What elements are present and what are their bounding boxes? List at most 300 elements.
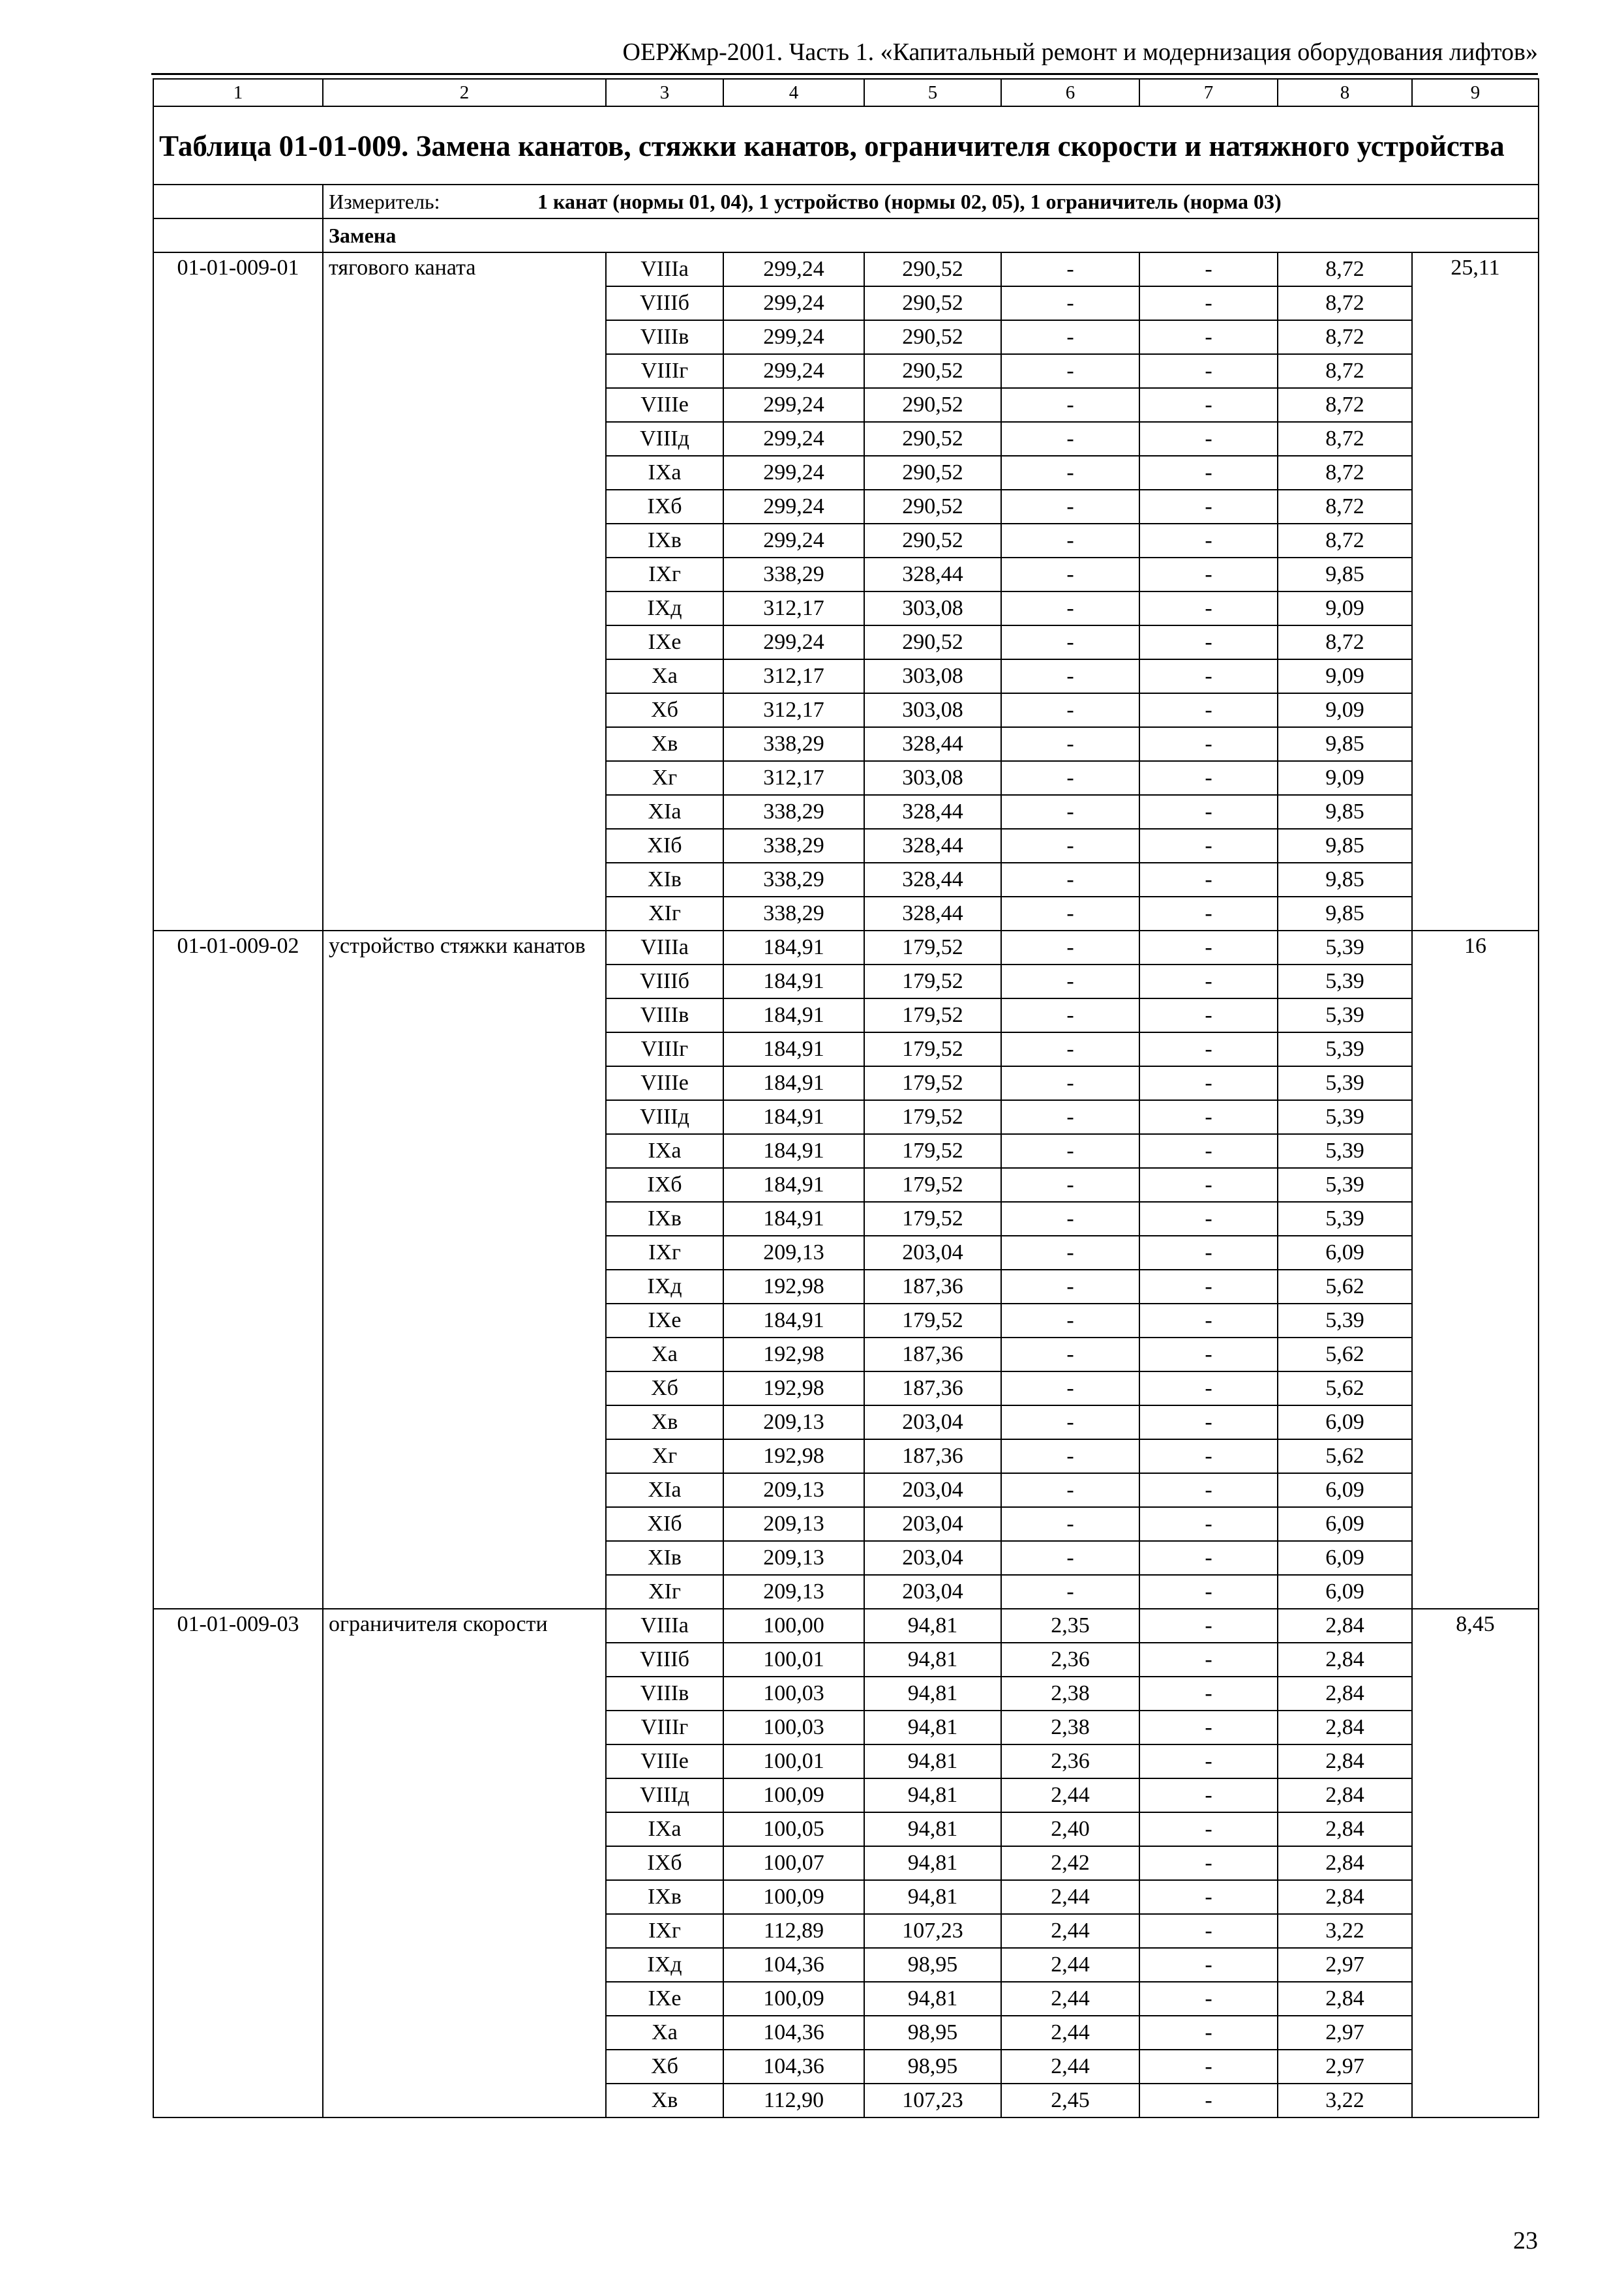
machinist-wages-cell: -	[1139, 693, 1278, 727]
machinist-wages-cell: -	[1139, 456, 1278, 490]
total-cost-cell: 100,05	[723, 1812, 864, 1846]
materials-cell: 8,72	[1278, 354, 1412, 388]
materials-cell: 2,84	[1278, 1982, 1412, 2016]
materials-cell: 5,39	[1278, 1304, 1412, 1338]
materials-cell: 2,84	[1278, 1643, 1412, 1677]
class-cell: IXа	[606, 1812, 723, 1846]
materials-cell: 5,39	[1278, 1032, 1412, 1066]
class-cell: VIIIб	[606, 286, 723, 320]
table-row	[153, 1609, 1539, 1643]
wages-cell: 303,08	[864, 659, 1001, 693]
wages-cell: 179,52	[864, 1100, 1001, 1134]
machinist-wages-cell: -	[1139, 388, 1278, 422]
materials-cell: 6,09	[1278, 1507, 1412, 1541]
class-cell: XIб	[606, 829, 723, 863]
total-cost-cell: 184,91	[723, 1100, 864, 1134]
machinist-wages-cell: -	[1139, 1304, 1278, 1338]
section-spacer	[153, 218, 323, 252]
class-cell: VIIIг	[606, 1032, 723, 1066]
class-cell: VIIIа	[606, 1609, 723, 1643]
class-cell: VIIIе	[606, 1744, 723, 1778]
meter-value: 1 канат (нормы 01, 04), 1 устройство (нормы 02, 05), 1 ограничитель (норма 03)	[537, 190, 1282, 213]
class-cell: IXг	[606, 1914, 723, 1948]
machines-cell: -	[1001, 1575, 1139, 1609]
machinist-wages-cell: -	[1139, 1982, 1278, 2016]
materials-cell: 8,72	[1278, 388, 1412, 422]
class-cell: IXв	[606, 524, 723, 558]
machinist-wages-cell: -	[1139, 252, 1278, 286]
total-cost-cell: 299,24	[723, 456, 864, 490]
materials-cell: 3,22	[1278, 2084, 1412, 2117]
machines-cell: -	[1001, 558, 1139, 591]
materials-cell: 5,39	[1278, 965, 1412, 998]
total-cost-cell: 100,03	[723, 1711, 864, 1744]
wages-cell: 94,81	[864, 1778, 1001, 1812]
norm-name: тягового каната	[323, 252, 606, 931]
machines-cell: 2,44	[1001, 2050, 1139, 2084]
section-heading: Замена	[323, 218, 1539, 252]
materials-cell: 6,09	[1278, 1405, 1412, 1439]
total-cost-cell: 299,24	[723, 388, 864, 422]
machines-cell: 2,45	[1001, 2084, 1139, 2117]
class-cell: XIв	[606, 863, 723, 897]
class-cell: Xб	[606, 693, 723, 727]
class-cell: Xг	[606, 1439, 723, 1473]
wages-cell: 94,81	[864, 1812, 1001, 1846]
class-cell: Xг	[606, 761, 723, 795]
total-cost-cell: 209,13	[723, 1541, 864, 1575]
norm-name: устройство стяжки канатов	[323, 931, 606, 1609]
materials-cell: 8,72	[1278, 286, 1412, 320]
machines-cell: 2,40	[1001, 1812, 1139, 1846]
machinist-wages-cell: -	[1139, 591, 1278, 625]
column-number: 7	[1139, 79, 1278, 106]
wages-cell: 290,52	[864, 422, 1001, 456]
class-cell: XIб	[606, 1507, 723, 1541]
labor-cost-cell: 25,11	[1412, 252, 1539, 931]
machinist-wages-cell: -	[1139, 1948, 1278, 1982]
total-cost-cell: 312,17	[723, 659, 864, 693]
class-cell: IXд	[606, 591, 723, 625]
machines-cell: -	[1001, 1541, 1139, 1575]
machines-cell: -	[1001, 286, 1139, 320]
machinist-wages-cell: -	[1139, 1100, 1278, 1134]
machinist-wages-cell: -	[1139, 1575, 1278, 1609]
column-number: 1	[153, 79, 323, 106]
wages-cell: 94,81	[864, 1744, 1001, 1778]
machines-cell: -	[1001, 829, 1139, 863]
class-cell: IXб	[606, 1168, 723, 1202]
machinist-wages-cell: -	[1139, 727, 1278, 761]
class-cell: Xв	[606, 1405, 723, 1439]
wages-cell: 290,52	[864, 388, 1001, 422]
wages-cell: 187,36	[864, 1270, 1001, 1304]
machines-cell: -	[1001, 965, 1139, 998]
machines-cell: -	[1001, 931, 1139, 965]
wages-cell: 107,23	[864, 2084, 1001, 2117]
column-number: 3	[606, 79, 723, 106]
wages-cell: 203,04	[864, 1541, 1001, 1575]
total-cost-cell: 192,98	[723, 1371, 864, 1405]
total-cost-cell: 312,17	[723, 693, 864, 727]
class-cell: VIIIе	[606, 1066, 723, 1100]
machinist-wages-cell: -	[1139, 1134, 1278, 1168]
machines-cell: -	[1001, 625, 1139, 659]
total-cost-cell: 338,29	[723, 727, 864, 761]
machinist-wages-cell: -	[1139, 1541, 1278, 1575]
machinist-wages-cell: -	[1139, 761, 1278, 795]
header-rule	[151, 73, 1538, 75]
class-cell: Xа	[606, 659, 723, 693]
total-cost-cell: 299,24	[723, 286, 864, 320]
total-cost-cell: 299,24	[723, 422, 864, 456]
materials-cell: 9,09	[1278, 693, 1412, 727]
total-cost-cell: 104,36	[723, 2016, 864, 2050]
materials-cell: 9,85	[1278, 863, 1412, 897]
total-cost-cell: 192,98	[723, 1338, 864, 1371]
class-cell: IXе	[606, 625, 723, 659]
class-cell: XIа	[606, 795, 723, 829]
class-cell: VIIIв	[606, 1677, 723, 1711]
machinist-wages-cell: -	[1139, 659, 1278, 693]
class-cell: Xа	[606, 1338, 723, 1371]
total-cost-cell: 104,36	[723, 2050, 864, 2084]
machines-cell: -	[1001, 1032, 1139, 1066]
total-cost-cell: 209,13	[723, 1507, 864, 1541]
machinist-wages-cell: -	[1139, 2050, 1278, 2084]
machines-cell: 2,38	[1001, 1677, 1139, 1711]
machinist-wages-cell: -	[1139, 524, 1278, 558]
total-cost-cell: 299,24	[723, 524, 864, 558]
machines-cell: -	[1001, 1134, 1139, 1168]
machines-cell: -	[1001, 1202, 1139, 1236]
machinist-wages-cell: -	[1139, 1168, 1278, 1202]
table-title: Таблица 01-01-009. Замена канатов, стяжки канатов, ограничителя скорости и натяжного устройства	[153, 106, 1539, 185]
wages-cell: 290,52	[864, 524, 1001, 558]
total-cost-cell: 338,29	[723, 795, 864, 829]
total-cost-cell: 100,01	[723, 1744, 864, 1778]
machines-cell: -	[1001, 863, 1139, 897]
column-number: 9	[1412, 79, 1539, 106]
total-cost-cell: 100,09	[723, 1778, 864, 1812]
machines-cell: 2,38	[1001, 1711, 1139, 1744]
materials-cell: 9,85	[1278, 558, 1412, 591]
materials-cell: 9,09	[1278, 659, 1412, 693]
class-cell: IXа	[606, 1134, 723, 1168]
norm-code: 01-01-009-01	[153, 252, 323, 931]
materials-cell: 8,72	[1278, 625, 1412, 659]
machinist-wages-cell: -	[1139, 286, 1278, 320]
materials-cell: 6,09	[1278, 1473, 1412, 1507]
materials-cell: 6,09	[1278, 1541, 1412, 1575]
materials-cell: 6,09	[1278, 1236, 1412, 1270]
machinist-wages-cell: -	[1139, 1846, 1278, 1880]
wages-cell: 290,52	[864, 456, 1001, 490]
machines-cell: -	[1001, 252, 1139, 286]
class-cell: IXб	[606, 1846, 723, 1880]
wages-cell: 179,52	[864, 1304, 1001, 1338]
total-cost-cell: 184,91	[723, 1032, 864, 1066]
materials-cell: 2,84	[1278, 1744, 1412, 1778]
machines-cell: -	[1001, 320, 1139, 354]
class-cell: VIIIе	[606, 388, 723, 422]
total-cost-cell: 338,29	[723, 558, 864, 591]
column-number: 2	[323, 79, 606, 106]
total-cost-cell: 209,13	[723, 1575, 864, 1609]
total-cost-cell: 100,01	[723, 1643, 864, 1677]
class-cell: XIв	[606, 1541, 723, 1575]
machines-cell: 2,44	[1001, 1914, 1139, 1948]
materials-cell: 5,39	[1278, 1100, 1412, 1134]
machines-cell: -	[1001, 693, 1139, 727]
machinist-wages-cell: -	[1139, 2084, 1278, 2117]
materials-cell: 2,97	[1278, 2016, 1412, 2050]
materials-cell: 2,84	[1278, 1609, 1412, 1643]
wages-cell: 187,36	[864, 1338, 1001, 1371]
table-row	[153, 252, 1539, 286]
wages-cell: 290,52	[864, 286, 1001, 320]
total-cost-cell: 312,17	[723, 761, 864, 795]
machines-cell: 2,35	[1001, 1609, 1139, 1643]
class-cell: Xб	[606, 1371, 723, 1405]
machinist-wages-cell: -	[1139, 1507, 1278, 1541]
machinist-wages-cell: -	[1139, 863, 1278, 897]
machinist-wages-cell: -	[1139, 1236, 1278, 1270]
class-cell: VIIIб	[606, 1643, 723, 1677]
meter-spacer	[153, 185, 323, 218]
class-cell: VIIIд	[606, 422, 723, 456]
machines-cell: 2,36	[1001, 1643, 1139, 1677]
total-cost-cell: 184,91	[723, 1202, 864, 1236]
total-cost-cell: 104,36	[723, 1948, 864, 1982]
class-cell: VIIIг	[606, 1711, 723, 1744]
page-number: 23	[1513, 2227, 1538, 2254]
wages-cell: 179,52	[864, 1202, 1001, 1236]
materials-cell: 3,22	[1278, 1914, 1412, 1948]
machines-cell: -	[1001, 354, 1139, 388]
wages-cell: 179,52	[864, 1168, 1001, 1202]
machinist-wages-cell: -	[1139, 1066, 1278, 1100]
machines-cell: 2,44	[1001, 1778, 1139, 1812]
machinist-wages-cell: -	[1139, 795, 1278, 829]
machinist-wages-cell: -	[1139, 1677, 1278, 1711]
total-cost-cell: 209,13	[723, 1473, 864, 1507]
total-cost-cell: 338,29	[723, 863, 864, 897]
column-number: 8	[1278, 79, 1412, 106]
class-cell: VIIIа	[606, 252, 723, 286]
machinist-wages-cell: -	[1139, 422, 1278, 456]
total-cost-cell: 299,24	[723, 320, 864, 354]
total-cost-cell: 100,00	[723, 1609, 864, 1643]
wages-cell: 94,81	[864, 1846, 1001, 1880]
class-cell: IXе	[606, 1982, 723, 2016]
class-cell: Xб	[606, 2050, 723, 2084]
wages-cell: 328,44	[864, 727, 1001, 761]
machines-cell: -	[1001, 897, 1139, 931]
machines-cell: -	[1001, 1439, 1139, 1473]
materials-cell: 5,62	[1278, 1270, 1412, 1304]
wages-cell: 203,04	[864, 1236, 1001, 1270]
wages-cell: 94,81	[864, 1677, 1001, 1711]
wages-cell: 290,52	[864, 320, 1001, 354]
wages-cell: 107,23	[864, 1914, 1001, 1948]
materials-cell: 2,84	[1278, 1711, 1412, 1744]
total-cost-cell: 299,24	[723, 625, 864, 659]
machines-cell: -	[1001, 1270, 1139, 1304]
machines-cell: 2,44	[1001, 1948, 1139, 1982]
class-cell: VIIIд	[606, 1100, 723, 1134]
column-number: 5	[864, 79, 1001, 106]
total-cost-cell: 100,09	[723, 1982, 864, 2016]
materials-cell: 8,72	[1278, 490, 1412, 524]
table-title-row	[153, 106, 1539, 185]
total-cost-cell: 100,09	[723, 1880, 864, 1914]
materials-cell: 2,84	[1278, 1880, 1412, 1914]
machines-cell: -	[1001, 1371, 1139, 1405]
wages-cell: 179,52	[864, 1032, 1001, 1066]
class-cell: IXе	[606, 1304, 723, 1338]
machines-cell: -	[1001, 490, 1139, 524]
class-cell: VIIIв	[606, 320, 723, 354]
class-cell: XIа	[606, 1473, 723, 1507]
wages-cell: 328,44	[864, 863, 1001, 897]
materials-cell: 9,85	[1278, 829, 1412, 863]
machinist-wages-cell: -	[1139, 1473, 1278, 1507]
meter-cell	[323, 185, 1539, 218]
wages-cell: 203,04	[864, 1405, 1001, 1439]
materials-cell: 2,97	[1278, 1948, 1412, 1982]
total-cost-cell: 184,91	[723, 931, 864, 965]
machines-cell: 2,36	[1001, 1744, 1139, 1778]
wages-cell: 203,04	[864, 1575, 1001, 1609]
total-cost-cell: 192,98	[723, 1270, 864, 1304]
section-row	[153, 218, 1539, 252]
machines-cell: -	[1001, 524, 1139, 558]
class-cell: IXг	[606, 558, 723, 591]
materials-cell: 8,72	[1278, 422, 1412, 456]
materials-cell: 8,72	[1278, 252, 1412, 286]
materials-cell: 5,39	[1278, 1168, 1412, 1202]
class-cell: IXд	[606, 1948, 723, 1982]
table-row	[153, 931, 1539, 965]
wages-cell: 328,44	[864, 897, 1001, 931]
total-cost-cell: 338,29	[723, 829, 864, 863]
machines-cell: -	[1001, 1405, 1139, 1439]
class-cell: Xа	[606, 2016, 723, 2050]
machines-cell: -	[1001, 591, 1139, 625]
machines-cell: 2,44	[1001, 2016, 1139, 2050]
total-cost-cell: 184,91	[723, 1168, 864, 1202]
machinist-wages-cell: -	[1139, 1202, 1278, 1236]
class-cell: IXг	[606, 1236, 723, 1270]
total-cost-cell: 100,07	[723, 1846, 864, 1880]
machines-cell: -	[1001, 1338, 1139, 1371]
materials-cell: 9,85	[1278, 897, 1412, 931]
total-cost-cell: 338,29	[723, 897, 864, 931]
norm-name: ограничителя скорости	[323, 1609, 606, 2117]
total-cost-cell: 184,91	[723, 965, 864, 998]
class-cell: IXа	[606, 456, 723, 490]
machines-cell: -	[1001, 422, 1139, 456]
wages-cell: 203,04	[864, 1473, 1001, 1507]
machines-cell: -	[1001, 795, 1139, 829]
materials-cell: 9,85	[1278, 795, 1412, 829]
machines-cell: 2,44	[1001, 1880, 1139, 1914]
norm-code: 01-01-009-02	[153, 931, 323, 1609]
machinist-wages-cell: -	[1139, 1744, 1278, 1778]
wages-cell: 290,52	[864, 252, 1001, 286]
total-cost-cell: 100,03	[723, 1677, 864, 1711]
machines-cell: -	[1001, 1507, 1139, 1541]
machinist-wages-cell: -	[1139, 998, 1278, 1032]
wages-cell: 94,81	[864, 1880, 1001, 1914]
wages-cell: 290,52	[864, 490, 1001, 524]
materials-cell: 5,39	[1278, 931, 1412, 965]
materials-cell: 9,85	[1278, 727, 1412, 761]
materials-cell: 8,72	[1278, 320, 1412, 354]
wages-cell: 179,52	[864, 931, 1001, 965]
machines-cell: -	[1001, 456, 1139, 490]
total-cost-cell: 192,98	[723, 1439, 864, 1473]
machines-cell: -	[1001, 1236, 1139, 1270]
materials-cell: 5,39	[1278, 1134, 1412, 1168]
machinist-wages-cell: -	[1139, 1032, 1278, 1066]
machinist-wages-cell: -	[1139, 965, 1278, 998]
machinist-wages-cell: -	[1139, 1880, 1278, 1914]
materials-cell: 5,62	[1278, 1439, 1412, 1473]
machinist-wages-cell: -	[1139, 1405, 1278, 1439]
class-cell: IXв	[606, 1880, 723, 1914]
materials-cell: 2,84	[1278, 1677, 1412, 1711]
wages-cell: 328,44	[864, 558, 1001, 591]
total-cost-cell: 209,13	[723, 1236, 864, 1270]
machinist-wages-cell: -	[1139, 1439, 1278, 1473]
machines-cell: 2,44	[1001, 1982, 1139, 2016]
materials-cell: 8,72	[1278, 524, 1412, 558]
wages-cell: 98,95	[864, 1948, 1001, 1982]
machinist-wages-cell: -	[1139, 931, 1278, 965]
materials-cell: 2,84	[1278, 1846, 1412, 1880]
class-cell: IXв	[606, 1202, 723, 1236]
wages-cell: 94,81	[864, 1982, 1001, 2016]
machinist-wages-cell: -	[1139, 1812, 1278, 1846]
wages-cell: 303,08	[864, 761, 1001, 795]
wages-cell: 94,81	[864, 1609, 1001, 1643]
machinist-wages-cell: -	[1139, 320, 1278, 354]
class-cell: VIIIа	[606, 931, 723, 965]
machinist-wages-cell: -	[1139, 1643, 1278, 1677]
materials-cell: 5,39	[1278, 1066, 1412, 1100]
machinist-wages-cell: -	[1139, 1778, 1278, 1812]
labor-cost-cell: 16	[1412, 931, 1539, 1609]
materials-cell: 6,09	[1278, 1575, 1412, 1609]
norm-code: 01-01-009-03	[153, 1609, 323, 2117]
machinist-wages-cell: -	[1139, 1371, 1278, 1405]
class-cell: IXб	[606, 490, 723, 524]
materials-cell: 8,72	[1278, 456, 1412, 490]
total-cost-cell: 112,89	[723, 1914, 864, 1948]
wages-cell: 179,52	[864, 998, 1001, 1032]
meter-label: Измеритель:	[329, 190, 440, 213]
wages-cell: 187,36	[864, 1439, 1001, 1473]
machines-cell: -	[1001, 727, 1139, 761]
class-cell: XIг	[606, 1575, 723, 1609]
running-header: ОЕРЖмр-2001. Часть 1. «Капитальный ремонт и модернизация оборудования лифтов»	[622, 38, 1538, 66]
wages-cell: 290,52	[864, 625, 1001, 659]
machinist-wages-cell: -	[1139, 2016, 1278, 2050]
machines-cell: -	[1001, 1168, 1139, 1202]
wages-cell: 328,44	[864, 795, 1001, 829]
